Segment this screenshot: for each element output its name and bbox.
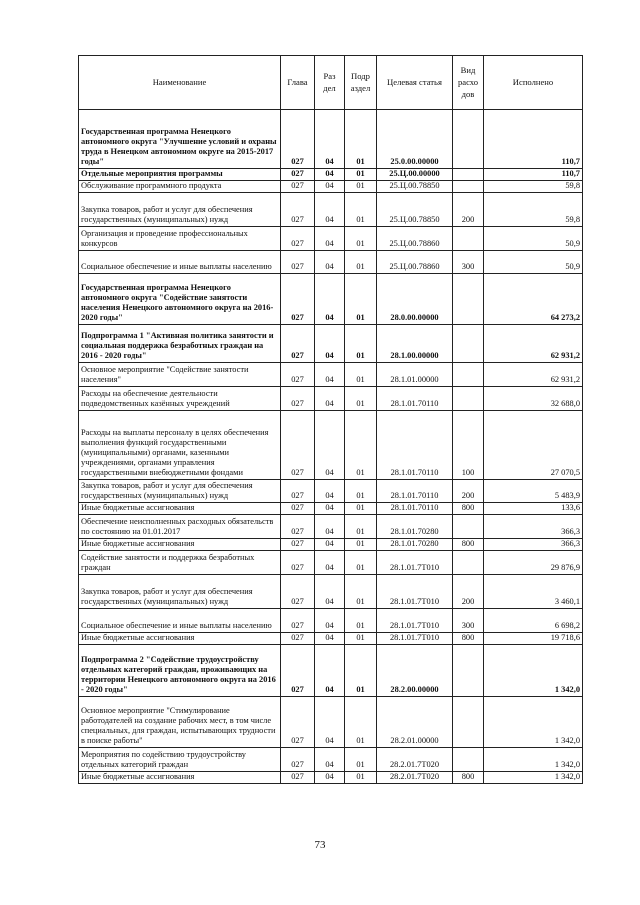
cell-podrazdel: 01 — [345, 609, 377, 633]
cell-razdel: 04 — [315, 363, 345, 387]
cell-glava: 027 — [281, 772, 315, 784]
cell-glava: 027 — [281, 110, 315, 169]
cell-target: 28.2.01.7Т020 — [377, 748, 453, 772]
table-row — [79, 193, 583, 227]
header-expense: Вид расхо дов — [453, 56, 484, 110]
table-row — [79, 503, 583, 515]
cell-glava: 027 — [281, 539, 315, 551]
cell-razdel: 04 — [315, 697, 345, 748]
cell-target: 28.1.01.7Т010 — [377, 551, 453, 575]
table-row — [79, 480, 583, 503]
cell-podrazdel: 01 — [345, 110, 377, 169]
cell-amount: 3 460,1 — [484, 575, 583, 609]
cell-amount: 50,9 — [484, 227, 583, 251]
cell-name: Подпрограмма 2 "Содействие трудоустройству отдельных категорий граждан, проживающих на территории Ненецкого автономного округа на 2016 - 2020 годы" — [79, 645, 281, 697]
cell-target: 28.1.01.7Т010 — [377, 633, 453, 645]
cell-razdel: 04 — [315, 251, 345, 274]
table-row — [79, 274, 583, 325]
cell-podrazdel: 01 — [345, 480, 377, 503]
cell-amount: 29 876,9 — [484, 551, 583, 575]
cell-name: Закупка товаров, работ и услуг для обеспечения государственных (муниципальных) нужд — [79, 193, 281, 227]
cell-target: 28.1.01.70110 — [377, 387, 453, 411]
cell-razdel: 04 — [315, 515, 345, 539]
cell-amount: 32 688,0 — [484, 387, 583, 411]
cell-target: 28.1.01.70110 — [377, 480, 453, 503]
cell-podrazdel: 01 — [345, 363, 377, 387]
cell-target: 25.Ц.00.00000 — [377, 169, 453, 181]
cell-amount: 110,7 — [484, 169, 583, 181]
cell-glava: 027 — [281, 387, 315, 411]
cell-podrazdel: 01 — [345, 772, 377, 784]
cell-expense: 200 — [453, 193, 484, 227]
table-row — [79, 645, 583, 697]
cell-razdel: 04 — [315, 645, 345, 697]
table-row — [79, 227, 583, 251]
cell-podrazdel: 01 — [345, 387, 377, 411]
cell-target: 28.2.00.00000 — [377, 645, 453, 697]
cell-podrazdel: 01 — [345, 181, 377, 193]
table-row — [79, 609, 583, 633]
cell-expense: 800 — [453, 633, 484, 645]
cell-expense: 200 — [453, 480, 484, 503]
cell-podrazdel: 01 — [345, 325, 377, 363]
header-row — [79, 56, 583, 110]
cell-expense — [453, 551, 484, 575]
cell-target: 28.1.01.7Т010 — [377, 609, 453, 633]
cell-target: 28.1.01.70280 — [377, 539, 453, 551]
table-row — [79, 515, 583, 539]
cell-target: 28.1.01.70280 — [377, 515, 453, 539]
cell-amount: 59,8 — [484, 193, 583, 227]
cell-glava: 027 — [281, 551, 315, 575]
cell-amount: 110,7 — [484, 110, 583, 169]
cell-glava: 027 — [281, 503, 315, 515]
cell-name: Организация и проведение профессиональных конкурсов — [79, 227, 281, 251]
cell-razdel: 04 — [315, 411, 345, 480]
cell-expense: 300 — [453, 609, 484, 633]
cell-glava: 027 — [281, 575, 315, 609]
cell-podrazdel: 01 — [345, 169, 377, 181]
cell-amount: 50,9 — [484, 251, 583, 274]
table-row — [79, 251, 583, 274]
cell-glava: 027 — [281, 480, 315, 503]
cell-podrazdel: 01 — [345, 274, 377, 325]
cell-expense — [453, 363, 484, 387]
header-podrazdel: Подр аздел — [345, 56, 377, 110]
cell-razdel: 04 — [315, 503, 345, 515]
cell-target: 28.0.00.00000 — [377, 274, 453, 325]
cell-name: Закупка товаров, работ и услуг для обеспечения государственных (муниципальных) нужд — [79, 480, 281, 503]
cell-amount: 1 342,0 — [484, 697, 583, 748]
cell-target: 28.1.01.7Т010 — [377, 575, 453, 609]
cell-expense: 300 — [453, 251, 484, 274]
table-row — [79, 325, 583, 363]
table-row — [79, 169, 583, 181]
cell-razdel: 04 — [315, 169, 345, 181]
cell-target: 25.0.00.00000 — [377, 110, 453, 169]
cell-amount: 133,6 — [484, 503, 583, 515]
cell-expense — [453, 325, 484, 363]
cell-name: Содействие занятости и поддержка безработных граждан — [79, 551, 281, 575]
cell-name: Мероприятия по содействию трудоустройству отдельных категорий граждан — [79, 748, 281, 772]
cell-target: 28.1.01.70110 — [377, 411, 453, 480]
cell-podrazdel: 01 — [345, 645, 377, 697]
table-row — [79, 110, 583, 169]
cell-target: 25.Ц.00.78850 — [377, 193, 453, 227]
cell-target: 28.1.00.00000 — [377, 325, 453, 363]
header-executed: Исполнено — [484, 56, 583, 110]
budget-table — [78, 55, 583, 784]
cell-podrazdel: 01 — [345, 575, 377, 609]
cell-target: 28.2.01.7Т020 — [377, 772, 453, 784]
cell-podrazdel: 01 — [345, 697, 377, 748]
table-row — [79, 363, 583, 387]
header-name: Наименование — [79, 56, 281, 110]
cell-expense — [453, 387, 484, 411]
cell-name: Иные бюджетные ассигнования — [79, 633, 281, 645]
cell-glava: 027 — [281, 748, 315, 772]
cell-amount: 1 342,0 — [484, 645, 583, 697]
header-glava: Глава — [281, 56, 315, 110]
cell-razdel: 04 — [315, 748, 345, 772]
cell-name: Социальное обеспечение и иные выплаты населению — [79, 609, 281, 633]
cell-expense: 100 — [453, 411, 484, 480]
cell-glava: 027 — [281, 633, 315, 645]
cell-amount: 366,3 — [484, 515, 583, 539]
cell-podrazdel: 01 — [345, 748, 377, 772]
cell-expense — [453, 274, 484, 325]
cell-podrazdel: 01 — [345, 539, 377, 551]
table-row — [79, 387, 583, 411]
cell-amount: 59,8 — [484, 181, 583, 193]
cell-name: Иные бюджетные ассигнования — [79, 503, 281, 515]
cell-podrazdel: 01 — [345, 227, 377, 251]
table-row — [79, 551, 583, 575]
cell-glava: 027 — [281, 325, 315, 363]
cell-amount: 5 483,9 — [484, 480, 583, 503]
cell-amount: 64 273,2 — [484, 274, 583, 325]
cell-razdel: 04 — [315, 551, 345, 575]
cell-name: Основное мероприятие "Стимулирование работодателей на создание рабочих мест, в том числе специальных, для граждан, испытывающих трудности в поиске работы" — [79, 697, 281, 748]
cell-razdel: 04 — [315, 480, 345, 503]
cell-glava: 027 — [281, 251, 315, 274]
cell-amount: 366,3 — [484, 539, 583, 551]
cell-podrazdel: 01 — [345, 515, 377, 539]
cell-name: Подпрограмма 1 "Активная политика занятости и социальная поддержка безработных граждан на 2016 - 2020 годы" — [79, 325, 281, 363]
cell-razdel: 04 — [315, 575, 345, 609]
cell-target: 25.Ц.00.78860 — [377, 251, 453, 274]
cell-razdel: 04 — [315, 193, 345, 227]
table-row — [79, 181, 583, 193]
cell-name: Обеспечение неисполненных расходных обязательств по состоянию на 01.01.2017 — [79, 515, 281, 539]
cell-expense — [453, 515, 484, 539]
cell-target: 25.Ц.00.78860 — [377, 227, 453, 251]
cell-razdel: 04 — [315, 633, 345, 645]
cell-expense: 200 — [453, 575, 484, 609]
cell-name: Государственная программа Ненецкого автономного округа "Содействие занятости населения Ненецкого автономного округа на 2016-2020 годы" — [79, 274, 281, 325]
cell-glava: 027 — [281, 227, 315, 251]
cell-expense — [453, 748, 484, 772]
cell-glava: 027 — [281, 697, 315, 748]
cell-expense: 800 — [453, 539, 484, 551]
cell-podrazdel: 01 — [345, 193, 377, 227]
table-row — [79, 539, 583, 551]
cell-expense — [453, 181, 484, 193]
cell-razdel: 04 — [315, 325, 345, 363]
cell-name: Расходы на выплаты персоналу в целях обеспечения выполнения функций государственными (муниципальными) органами, казенными учреждениями, органами управления государственными внебюджетными фондами — [79, 411, 281, 480]
cell-razdel: 04 — [315, 387, 345, 411]
cell-amount: 19 718,6 — [484, 633, 583, 645]
table-row — [79, 633, 583, 645]
header-target: Целевая статья — [377, 56, 453, 110]
cell-razdel: 04 — [315, 274, 345, 325]
cell-expense — [453, 227, 484, 251]
cell-glava: 027 — [281, 645, 315, 697]
table-row — [79, 697, 583, 748]
cell-razdel: 04 — [315, 609, 345, 633]
cell-amount: 62 931,2 — [484, 363, 583, 387]
cell-name: Социальное обеспечение и иные выплаты населению — [79, 251, 281, 274]
cell-amount: 6 698,2 — [484, 609, 583, 633]
cell-expense — [453, 110, 484, 169]
cell-name: Иные бюджетные ассигнования — [79, 772, 281, 784]
cell-name: Обслуживание программного продукта — [79, 181, 281, 193]
cell-amount: 62 931,2 — [484, 325, 583, 363]
cell-glava: 027 — [281, 515, 315, 539]
cell-glava: 027 — [281, 193, 315, 227]
cell-expense: 800 — [453, 772, 484, 784]
table-row — [79, 772, 583, 784]
cell-podrazdel: 01 — [345, 411, 377, 480]
cell-name: Государственная программа Ненецкого автономного округа "Улучшение условий и охраны труда в Ненецком автономном округе на 2015-2017 годы" — [79, 110, 281, 169]
cell-amount: 27 070,5 — [484, 411, 583, 480]
cell-glava: 027 — [281, 609, 315, 633]
cell-glava: 027 — [281, 411, 315, 480]
cell-amount: 1 342,0 — [484, 748, 583, 772]
cell-podrazdel: 01 — [345, 503, 377, 515]
cell-razdel: 04 — [315, 181, 345, 193]
cell-glava: 027 — [281, 169, 315, 181]
cell-expense — [453, 697, 484, 748]
table-row — [79, 575, 583, 609]
cell-amount: 1 342,0 — [484, 772, 583, 784]
cell-podrazdel: 01 — [345, 551, 377, 575]
cell-podrazdel: 01 — [345, 633, 377, 645]
cell-name: Расходы на обеспечение деятельности подведомственных казённых учреждений — [79, 387, 281, 411]
cell-glava: 027 — [281, 181, 315, 193]
cell-razdel: 04 — [315, 110, 345, 169]
cell-target: 28.2.01.00000 — [377, 697, 453, 748]
cell-target: 28.1.01.00000 — [377, 363, 453, 387]
cell-name: Основное мероприятие "Содействие занятости населения" — [79, 363, 281, 387]
cell-razdel: 04 — [315, 227, 345, 251]
cell-name: Закупка товаров, работ и услуг для обеспечения государственных (муниципальных) нужд — [79, 575, 281, 609]
page-number: 73 — [314, 839, 326, 851]
cell-name: Отдельные мероприятия программы — [79, 169, 281, 181]
cell-razdel: 04 — [315, 539, 345, 551]
cell-podrazdel: 01 — [345, 251, 377, 274]
cell-glava: 027 — [281, 363, 315, 387]
cell-razdel: 04 — [315, 772, 345, 784]
cell-expense — [453, 645, 484, 697]
cell-expense — [453, 169, 484, 181]
cell-target: 25.Ц.00.78850 — [377, 181, 453, 193]
cell-expense: 800 — [453, 503, 484, 515]
cell-glava: 027 — [281, 274, 315, 325]
table-row — [79, 411, 583, 480]
cell-target: 28.1.01.70110 — [377, 503, 453, 515]
table-row — [79, 748, 583, 772]
cell-name: Иные бюджетные ассигнования — [79, 539, 281, 551]
header-razdel: Раз дел — [315, 56, 345, 110]
